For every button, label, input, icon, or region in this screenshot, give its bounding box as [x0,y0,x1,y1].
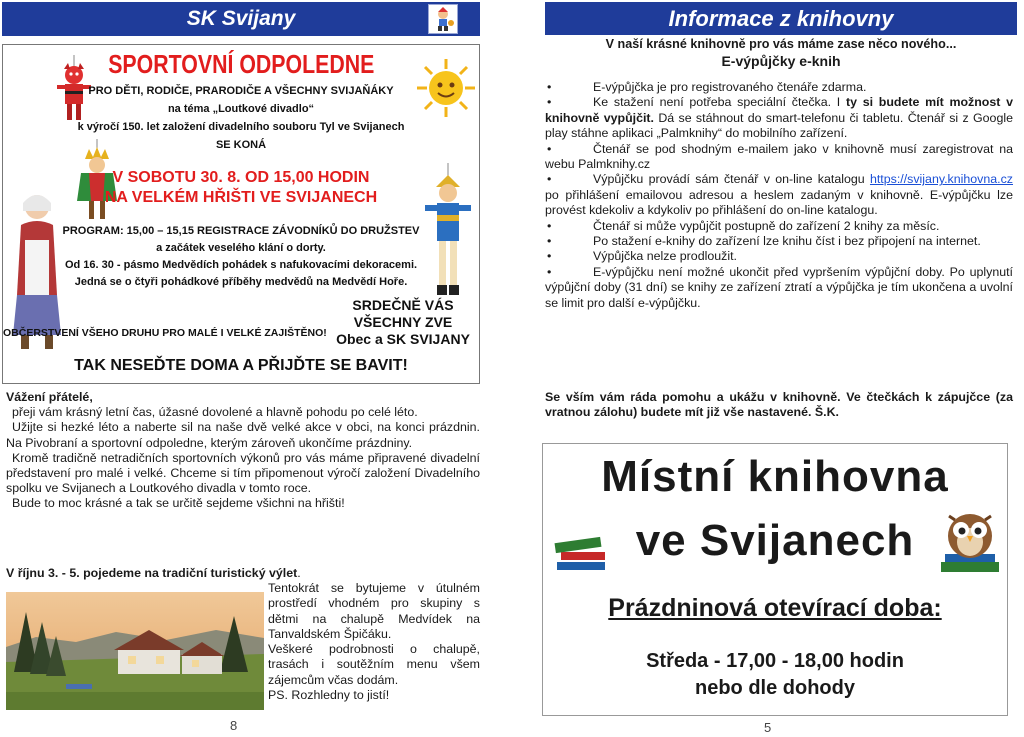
poster-program-line4: Jedná se o čtyři pohádkové příběhy medvědů na Medvědí Hoře. [74,276,408,288]
poster-greeting: SRDEČNĚ VÁS VŠECHNY ZVE Obec a SK SVIJANY [336,297,470,347]
list-item: • Po stažení e-knihy do zařízení lze knihu číst i bez připojení na internet. [547,234,981,249]
letter-text [6,390,480,512]
mascot-icon [428,4,458,34]
intro-line: V naší krásné knihovně pro vás máme zase něco nového... [605,37,957,51]
ebook-info-list [545,80,1013,311]
hours-text: Středa - 17,00 - 18,00 hodin nebo dle dohody [646,650,904,699]
letter-paragraph: Bude to moc krásné a tak se určitě sejdeme všichni na hřišti! [12,496,345,511]
library-hours-box [542,443,1008,716]
list-item: • Čtenář si může vypůjčit postupně do zařízení 2 knihy za měsíc. [547,218,940,233]
letter-paragraph: Užijte si hezké léto a naberte sil na naše dvě velké akce v obci, na konci prázdnin. Na Pivobraní a sportovní odpoledne, kterým zároveň ukončíme prázdniny. [6,420,480,450]
trip-heading: V říjnu 3. - 5. pojedeme na tradiční turistický výlet. [6,566,301,580]
letter-paragraph: přeji vám krásný letní čas, úžasné dovolené a hlavně pohodu po celé léto. [12,405,418,420]
library-intro [545,37,1017,69]
library-title-line1: Místní knihovna [601,452,949,501]
trip-text: Tentokrát se bytujeme v útulném prostředí vhodném pro skupiny s dětmi na chalupě Medvídek na Tanvaldském Špičáku. Veškeré podrobnosti o chalupě, trasách i soutěžním menu všem zájemcům včas dodám. PS. Rozhledny to jistí! [268,581,480,703]
left-page-number: 8 [230,718,238,733]
poster-refreshments: OBČERSTVENÍ VŠEHO DRUHU PRO MALÉ I VELKÉ ZAJIŠTĚNO! [3,327,327,339]
owl-icon [937,506,1003,576]
left-page-header [2,2,480,36]
hours-heading: Prázdninová otevírací doba: [608,594,942,622]
list-item: • E-výpůjčka je pro registrovaného čtenáře zdarma. [547,80,867,94]
poster-date-line1: V SOBOTU 30. 8. OD 15,00 HODIN [112,169,370,186]
cottage-photo [6,592,264,710]
list-item: • Výpůjčku provádí sám čtenář v on-line katalogu https://svijany.knihovna.cz po přihlášení emailovou adresou a heslem zadaným v knihovně. E-výpůjčku lze provést kdekoliv a kdykoliv po přihlášení do on-line katalogu. [545,172,1013,218]
poster-program-line3: Od 16. 30 - pásmo Medvědích pohádek s nafukovacími dekoracemi. [64,259,418,271]
poster-slogan: TAK NESEĎTE DOMA A PŘIJĎTE SE BAVIT! [74,357,408,374]
poster-se-kona: SE KONÁ [215,139,267,151]
poster-date-line2: NA VELKÉM HŘIŠTI VE SVIJANECH [104,189,378,206]
list-item: • Čtenář se pod shodným e-mailem jako v knihovně musí zaregistrovat na webu Palmknihy.cz [545,141,1013,172]
poster-audience: PRO DĚTI, RODIČE, PRARODIČE A VŠECHNY SVIJAŇÁKY [88,85,394,97]
list-item: • Ke stažení není potřeba speciální čtečka. I ty si budete mít možnost v knihovně vypůjčit. Dá se stáhnout do smart-telefonu či tabletu. Čtenář si z Google play stáhne aplikaci „Palmknihy“ do mobilního zařízení. [545,95,1013,141]
books-icon [553,530,609,574]
ebook-title: E-výpůjčky e-knih [721,53,841,69]
right-page-header-title: Informace z knihovny [668,5,894,31]
list-item: • E-výpůjčku není možné ukončit před vypršením výpůjční doby. Po uplynutí výpůjční doby (31 dní) se knihy ze zařízení ztratí a výpůjčka je tím ukončena a uvolní se limit pro další e-výpůjčku. [545,264,1013,310]
poster-theme: na téma „Loutkové divadlo“ [167,103,315,115]
list-item: • Výpůjčka nelze prodloužit. [547,249,737,264]
poster-anniversary: k výročí 150. let založení divadelního souboru Tyl ve Svijanech [77,121,405,133]
right-page-header [545,2,1017,35]
library-title-line2: ve Svijanech [635,516,915,565]
poster-program-line1: PROGRAM: 15,00 – 15,15 REGISTRACE ZÁVODNÍKŮ DO DRUŽSTEV [62,225,420,237]
poster-title: SPORTOVNÍ ODPOLEDNE [107,49,375,79]
left-page-header-title: SK Svijany [186,7,296,30]
catalog-link[interactable]: https://svijany.knihovna.cz [869,172,1013,187]
letter-greeting: Vážení přátelé, [6,390,93,404]
library-closing: Se vším vám ráda pomohu a ukážu v knihovně. Ve čtečkách k zápujčce (za vratnou zálohu) budete mít již vše nastavené. Š.K. [545,390,1013,420]
letter-paragraph: Kromě tradičně netradičních sportovních výkonů pro vás máme připravené divadelní představení pro malé i velké. Chceme si tím připomenout výročí založení Divadelního spolku ve Svijanech a Loutkového divadla v tomto roce. [6,450,480,496]
poster-program-line2: a začátek veselého klání o dorty. [156,242,326,254]
event-poster [2,44,480,384]
right-page-number: 5 [764,720,772,735]
